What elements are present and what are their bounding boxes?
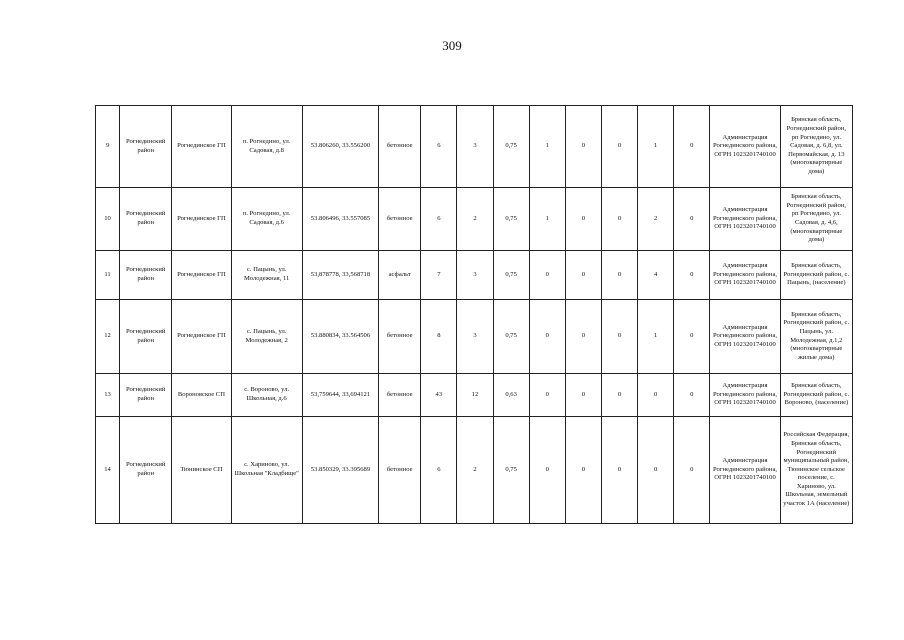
cell-number: 10 bbox=[96, 188, 120, 251]
cell-count: 0 bbox=[529, 417, 565, 524]
cell-district: Рогнединский район bbox=[120, 188, 172, 251]
cell-count: 0 bbox=[565, 417, 601, 524]
cell-surface: бетонное bbox=[379, 300, 421, 374]
cell-volume: 0,75 bbox=[493, 251, 529, 300]
cell-count: 0 bbox=[601, 417, 637, 524]
cell-count: 1 bbox=[638, 106, 674, 188]
cell-number: 14 bbox=[96, 417, 120, 524]
cell-number: 9 bbox=[96, 106, 120, 188]
cell-surface: бетонное bbox=[379, 106, 421, 188]
cell-surface: бетонное bbox=[379, 188, 421, 251]
cell-settlement: Вороновское СП bbox=[172, 374, 231, 417]
cell-district: Рогнединский район bbox=[120, 106, 172, 188]
cell-district: Рогнединский район bbox=[120, 300, 172, 374]
cell-number: 13 bbox=[96, 374, 120, 417]
cell-count: 1 bbox=[638, 300, 674, 374]
cell-settlement: Рогнединское ГП bbox=[172, 188, 231, 251]
cell-coordinates: 53.806260, 33.556200 bbox=[302, 106, 378, 188]
cell-area: 7 bbox=[421, 251, 457, 300]
cell-count: 0 bbox=[565, 374, 601, 417]
cell-address: п. Рогнедино, ул. Садовая, д.6 bbox=[231, 188, 302, 251]
cell-volume: 0,75 bbox=[493, 188, 529, 251]
table-row bbox=[96, 300, 853, 374]
cell-count: 2 bbox=[638, 188, 674, 251]
cell-number: 11 bbox=[96, 251, 120, 300]
cell-coordinates: 53,759644, 33,694121 bbox=[302, 374, 378, 417]
cell-containers: 12 bbox=[457, 374, 493, 417]
cell-waste-source: Брянская область, Рогнединский район, с. Вороново, (население) bbox=[780, 374, 852, 417]
cell-containers: 2 bbox=[457, 188, 493, 251]
cell-coordinates: 53,878778, 33,568718 bbox=[302, 251, 378, 300]
cell-area: 8 bbox=[421, 300, 457, 374]
cell-count: 0 bbox=[529, 251, 565, 300]
cell-count: 0 bbox=[565, 188, 601, 251]
cell-count: 0 bbox=[674, 251, 710, 300]
table-row bbox=[96, 251, 853, 300]
cell-owner: Администрация Рогнединского района, ОГРН 1023201740100 bbox=[710, 374, 780, 417]
cell-area: 6 bbox=[421, 188, 457, 251]
cell-owner: Администрация Рогнединского района, ОГРН 1023201740100 bbox=[710, 251, 780, 300]
cell-count: 0 bbox=[601, 374, 637, 417]
table-row bbox=[96, 374, 853, 417]
cell-address: с. Хариново, ул. Школьная "Кладбище" bbox=[231, 417, 302, 524]
cell-owner: Администрация Рогнединского района, ОГРН 1023201740100 bbox=[710, 300, 780, 374]
cell-settlement: Рогнединское ГП bbox=[172, 300, 231, 374]
cell-waste-source: Российская Федерация, Брянская область, Рогнединский муниципальный район, Тюнинское сельское поселение, с. Хариново, ул. Школьная, земельный участок 1А (население) bbox=[780, 417, 852, 524]
cell-coordinates: 53.880834, 33.564506 bbox=[302, 300, 378, 374]
cell-count: 0 bbox=[529, 374, 565, 417]
cell-address: п. Рогнедино, ул. Садовая, д.8 bbox=[231, 106, 302, 188]
cell-surface: асфальт bbox=[379, 251, 421, 300]
cell-count: 0 bbox=[674, 106, 710, 188]
cell-waste-source: Брянская область, Рогнединский район, рп Рогнедино, ул. Садовая, д. 4,6, (многоквартирные дома) bbox=[780, 188, 852, 251]
cell-address: с. Пацынь, ул. Молодежная, 2 bbox=[231, 300, 302, 374]
cell-count: 0 bbox=[601, 188, 637, 251]
cell-owner: Администрация Рогнединского района, ОГРН 1023201740100 bbox=[710, 188, 780, 251]
cell-area: 43 bbox=[421, 374, 457, 417]
cell-district: Рогнединский район bbox=[120, 417, 172, 524]
cell-waste-source: Брянская область, Рогнединский район, с. Пацынь, (население) bbox=[780, 251, 852, 300]
table-row bbox=[96, 106, 853, 188]
cell-count: 0 bbox=[529, 300, 565, 374]
cell-address: с. Пацынь, ул. Молодежная, 11 bbox=[231, 251, 302, 300]
cell-waste-source: Брянская область, Рогнединский район, рп Рогнедино, ул. Садовая, д. 6,8, ул. Первомайская, д. 13 (многоквартирные дома) bbox=[780, 106, 852, 188]
cell-count: 0 bbox=[565, 251, 601, 300]
cell-count: 4 bbox=[638, 251, 674, 300]
cell-count: 0 bbox=[674, 300, 710, 374]
cell-containers: 3 bbox=[457, 251, 493, 300]
cell-count: 0 bbox=[674, 374, 710, 417]
cell-containers: 3 bbox=[457, 106, 493, 188]
cell-district: Рогнединский район bbox=[120, 251, 172, 300]
cell-volume: 0,75 bbox=[493, 300, 529, 374]
cell-district: Рогнединский район bbox=[120, 374, 172, 417]
cell-volume: 0,75 bbox=[493, 417, 529, 524]
cell-number: 12 bbox=[96, 300, 120, 374]
table-row bbox=[96, 188, 853, 251]
cell-owner: Администрация Рогнединского района, ОГРН 1023201740100 bbox=[710, 417, 780, 524]
cell-count: 0 bbox=[674, 417, 710, 524]
cell-owner: Администрация Рогнединского района, ОГРН 1023201740100 bbox=[710, 106, 780, 188]
cell-settlement: Рогнединское ГП bbox=[172, 251, 231, 300]
cell-volume: 0,63 bbox=[493, 374, 529, 417]
cell-count: 0 bbox=[601, 106, 637, 188]
cell-count: 1 bbox=[529, 106, 565, 188]
cell-count: 0 bbox=[638, 417, 674, 524]
cell-count: 0 bbox=[565, 300, 601, 374]
cell-area: 6 bbox=[421, 417, 457, 524]
cell-surface: бетонное bbox=[379, 374, 421, 417]
cell-containers: 2 bbox=[457, 417, 493, 524]
cell-containers: 3 bbox=[457, 300, 493, 374]
waste-sites-table bbox=[95, 105, 853, 524]
cell-waste-source: Брянская область, Рогнединский район, с. Пацынь, ул. Молодежная, д.1,2 (многоквартирные жилые дома) bbox=[780, 300, 852, 374]
cell-count: 0 bbox=[601, 300, 637, 374]
page-number: 309 bbox=[442, 38, 462, 53]
cell-settlement: Тюнинское СП bbox=[172, 417, 231, 524]
table-row bbox=[96, 417, 853, 524]
cell-coordinates: 53.850329, 33.395689 bbox=[302, 417, 378, 524]
cell-address: с. Вороново, ул. Школьная, д.6 bbox=[231, 374, 302, 417]
cell-count: 0 bbox=[565, 106, 601, 188]
cell-settlement: Рогнединское ГП bbox=[172, 106, 231, 188]
cell-volume: 0,75 bbox=[493, 106, 529, 188]
cell-count: 0 bbox=[674, 188, 710, 251]
cell-coordinates: 53.806496, 33.557085 bbox=[302, 188, 378, 251]
cell-count: 1 bbox=[529, 188, 565, 251]
cell-area: 6 bbox=[421, 106, 457, 188]
cell-count: 0 bbox=[638, 374, 674, 417]
cell-count: 0 bbox=[601, 251, 637, 300]
cell-surface: бетонное bbox=[379, 417, 421, 524]
